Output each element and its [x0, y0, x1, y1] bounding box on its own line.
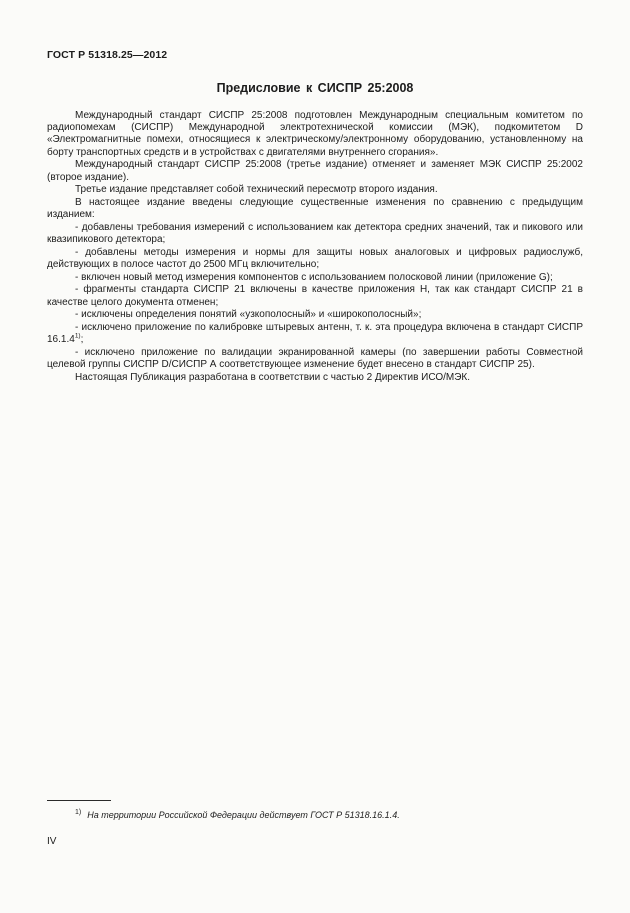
document-code-header: ГОСТ Р 51318.25—2012: [47, 49, 168, 61]
foreword-body: [47, 110, 583, 384]
paragraph: Международный стандарт СИСПР 25:2008 подготовлен Международным специальным комитетом по радиопомехам (СИСПР) Международной электротехнической комиссии (МЭК), подкомитетом D «Электромагнитные помехи, относящиеся к электрическому/электронному оборудованию, установленному на борту транспортных средств и в устройствах с двигателями внутреннего сгорания».: [47, 110, 583, 158]
paragraph: - добавлены требования измерений с использованием как детектора средних значений, так и пикового или квазипикового детектора;: [47, 221, 583, 246]
footnote-text: На территории Российской Федерации действует ГОСТ Р 51318.16.1.4.: [87, 810, 400, 820]
paragraph: В настоящее издание введены следующие существенные изменения по сравнению с предыдущим изданием:: [47, 196, 583, 221]
footnote-divider: [47, 800, 111, 801]
paragraph: Международный стандарт СИСПР 25:2008 (третье издание) отменяет и заменяет МЭК СИСПР 25:2002 (второе издание).: [47, 159, 583, 183]
footnote-mark: 1): [75, 809, 82, 816]
paragraph-tail: ;: [80, 334, 84, 346]
paragraph: Настоящая Публикация разработана в соответствии с частью 2 Директив ИСО/МЭК.: [75, 371, 471, 383]
paragraph: Третье издание представляет собой технический пересмотр второго издания.: [75, 184, 438, 196]
paragraph-text: - исключено приложение по калибровке штыревых антенн, т. к. эта процедура включена в стандарт СИСПР 16.1.4: [47, 321, 583, 346]
paragraph: - фрагменты стандарта СИСПР 21 включены в качестве приложения H, так как стандарт СИСПР 21 в качестве целого документа отменен;: [47, 284, 583, 308]
footnote-reference[interactable]: 1): [74, 332, 81, 340]
paragraph: - исключены определения понятий «узкополосный» и «широкополосный»;: [75, 309, 422, 321]
paragraph-with-footnote: [47, 322, 583, 346]
section-title: Предисловие к СИСПР 25:2008: [216, 81, 414, 95]
paragraph: - добавлены методы измерения и нормы для защиты новых аналоговых и цифровых радиослужб, действующих в полосе частот до 2500 МГц включительно;: [47, 246, 583, 270]
page-number: IV: [47, 836, 57, 847]
paragraph: - включен новый метод измерения компонентов с использованием полосковой линии (приложение G);: [75, 271, 553, 283]
footnote: [75, 809, 400, 820]
paragraph: - исключено приложение по валидации экранированной камеры (по завершении работы Совместной целевой группы СИСПР D/СИСПР А соответствующее изменение будет внесено в стандарт СИСПР 25).: [47, 346, 583, 371]
